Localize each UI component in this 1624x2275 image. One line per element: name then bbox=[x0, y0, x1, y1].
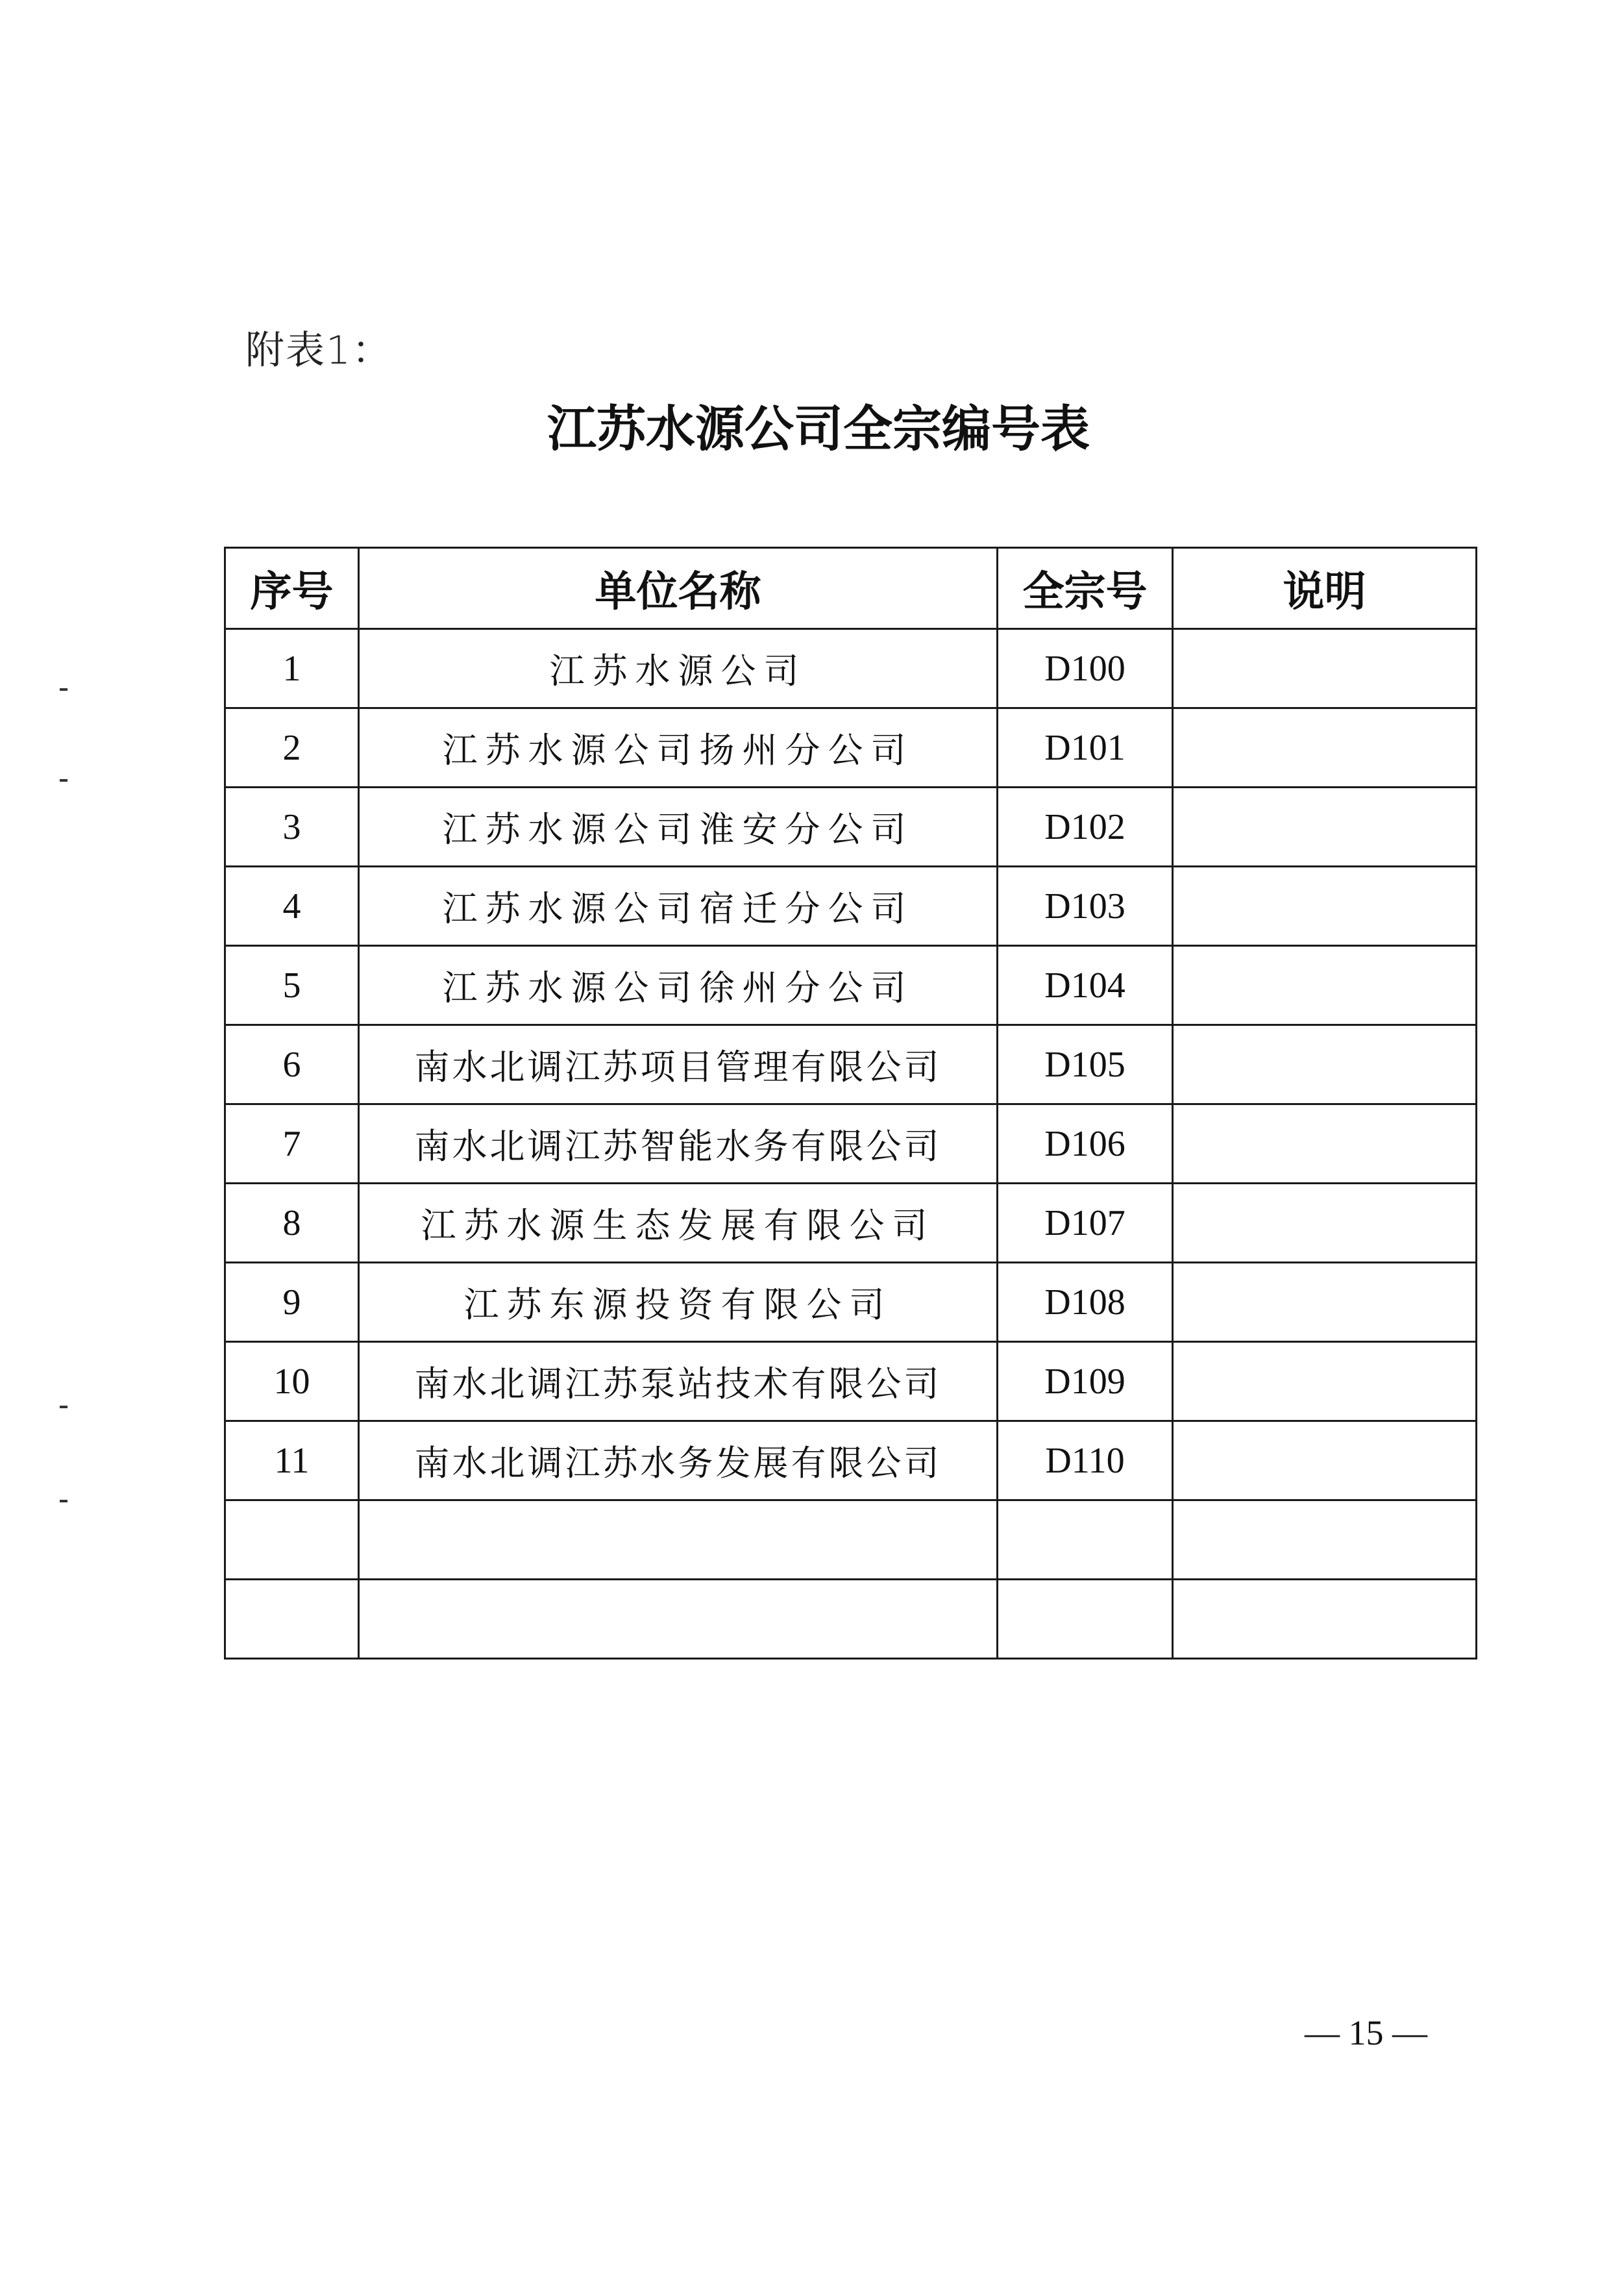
table-row bbox=[225, 1184, 1477, 1263]
cell-serial-no: 3 bbox=[225, 788, 359, 867]
cell-fonds-no: D102 bbox=[998, 788, 1173, 867]
cell-serial-no: 9 bbox=[225, 1263, 359, 1342]
cell-unit-name: 江苏水源公司 bbox=[359, 629, 998, 708]
cell-remarks bbox=[1173, 1342, 1477, 1421]
table-row bbox=[225, 1104, 1477, 1184]
cell-remarks bbox=[1173, 946, 1477, 1025]
table-row bbox=[225, 946, 1477, 1025]
cell-unit-name: 江苏水源公司淮安分公司 bbox=[359, 788, 998, 867]
fonds-number-table bbox=[224, 547, 1477, 1660]
margin-mark bbox=[60, 779, 68, 782]
cell-unit-name: 南水北调江苏智能水务有限公司 bbox=[359, 1104, 998, 1184]
cell-unit-name: 南水北调江苏水务发展有限公司 bbox=[359, 1421, 998, 1500]
header-serial-no: 序号 bbox=[225, 548, 359, 629]
cell-remarks bbox=[1173, 1025, 1477, 1104]
table-row bbox=[225, 788, 1477, 867]
table-row bbox=[225, 708, 1477, 788]
cell-unit-name bbox=[359, 1580, 998, 1659]
cell-remarks bbox=[1173, 1421, 1477, 1500]
cell-remarks bbox=[1173, 629, 1477, 708]
margin-mark bbox=[60, 688, 68, 691]
cell-fonds-no: D106 bbox=[998, 1104, 1173, 1184]
table-row bbox=[225, 629, 1477, 708]
cell-unit-name: 江苏水源生态发展有限公司 bbox=[359, 1184, 998, 1263]
table-row bbox=[225, 867, 1477, 946]
cell-remarks bbox=[1173, 708, 1477, 788]
cell-fonds-no: D107 bbox=[998, 1184, 1173, 1263]
table-row bbox=[225, 1421, 1477, 1500]
cell-serial-no: 5 bbox=[225, 946, 359, 1025]
cell-unit-name: 南水北调江苏泵站技术有限公司 bbox=[359, 1342, 998, 1421]
document-title: 江苏水源公司全宗编号表 bbox=[547, 400, 1090, 458]
margin-mark bbox=[60, 1406, 68, 1408]
cell-unit-name: 江苏水源公司扬州分公司 bbox=[359, 708, 998, 788]
table-row bbox=[225, 1025, 1477, 1104]
cell-fonds-no: D100 bbox=[998, 629, 1173, 708]
cell-serial-no bbox=[225, 1580, 359, 1659]
cell-fonds-no: D103 bbox=[998, 867, 1173, 946]
cell-fonds-no: D104 bbox=[998, 946, 1173, 1025]
cell-unit-name: 江苏水源公司徐州分公司 bbox=[359, 946, 998, 1025]
cell-remarks bbox=[1173, 1500, 1477, 1580]
table-row-empty bbox=[225, 1500, 1477, 1580]
cell-fonds-no: D109 bbox=[998, 1342, 1173, 1421]
cell-unit-name: 南水北调江苏项目管理有限公司 bbox=[359, 1025, 998, 1104]
cell-serial-no: 6 bbox=[225, 1025, 359, 1104]
cell-fonds-no bbox=[998, 1580, 1173, 1659]
cell-unit-name: 江苏水源公司宿迁分公司 bbox=[359, 867, 998, 946]
cell-serial-no: 7 bbox=[225, 1104, 359, 1184]
cell-serial-no: 4 bbox=[225, 867, 359, 946]
cell-serial-no: 1 bbox=[225, 629, 359, 708]
cell-unit-name bbox=[359, 1500, 998, 1580]
table-row bbox=[225, 1263, 1477, 1342]
cell-fonds-no: D110 bbox=[998, 1421, 1173, 1500]
cell-remarks bbox=[1173, 788, 1477, 867]
cell-serial-no: 11 bbox=[225, 1421, 359, 1500]
table-header-row bbox=[225, 548, 1477, 629]
cell-unit-name: 江苏东源投资有限公司 bbox=[359, 1263, 998, 1342]
cell-remarks bbox=[1173, 1263, 1477, 1342]
header-fonds-no: 全宗号 bbox=[998, 548, 1173, 629]
cell-fonds-no: D105 bbox=[998, 1025, 1173, 1104]
margin-mark bbox=[60, 1500, 68, 1502]
header-remarks: 说明 bbox=[1173, 548, 1477, 629]
cell-remarks bbox=[1173, 1184, 1477, 1263]
cell-fonds-no: D101 bbox=[998, 708, 1173, 788]
table-row bbox=[225, 1342, 1477, 1421]
cell-serial-no: 10 bbox=[225, 1342, 359, 1421]
table-row-empty bbox=[225, 1580, 1477, 1659]
attachment-label: 附表1： bbox=[245, 328, 393, 373]
cell-serial-no bbox=[225, 1500, 359, 1580]
cell-remarks bbox=[1173, 867, 1477, 946]
cell-serial-no: 8 bbox=[225, 1184, 359, 1263]
header-unit-name: 单位名称 bbox=[359, 548, 998, 629]
cell-fonds-no bbox=[998, 1500, 1173, 1580]
cell-remarks bbox=[1173, 1104, 1477, 1184]
cell-fonds-no: D108 bbox=[998, 1263, 1173, 1342]
page-number: — 15 — bbox=[1305, 2013, 1427, 2052]
cell-serial-no: 2 bbox=[225, 708, 359, 788]
cell-remarks bbox=[1173, 1580, 1477, 1659]
